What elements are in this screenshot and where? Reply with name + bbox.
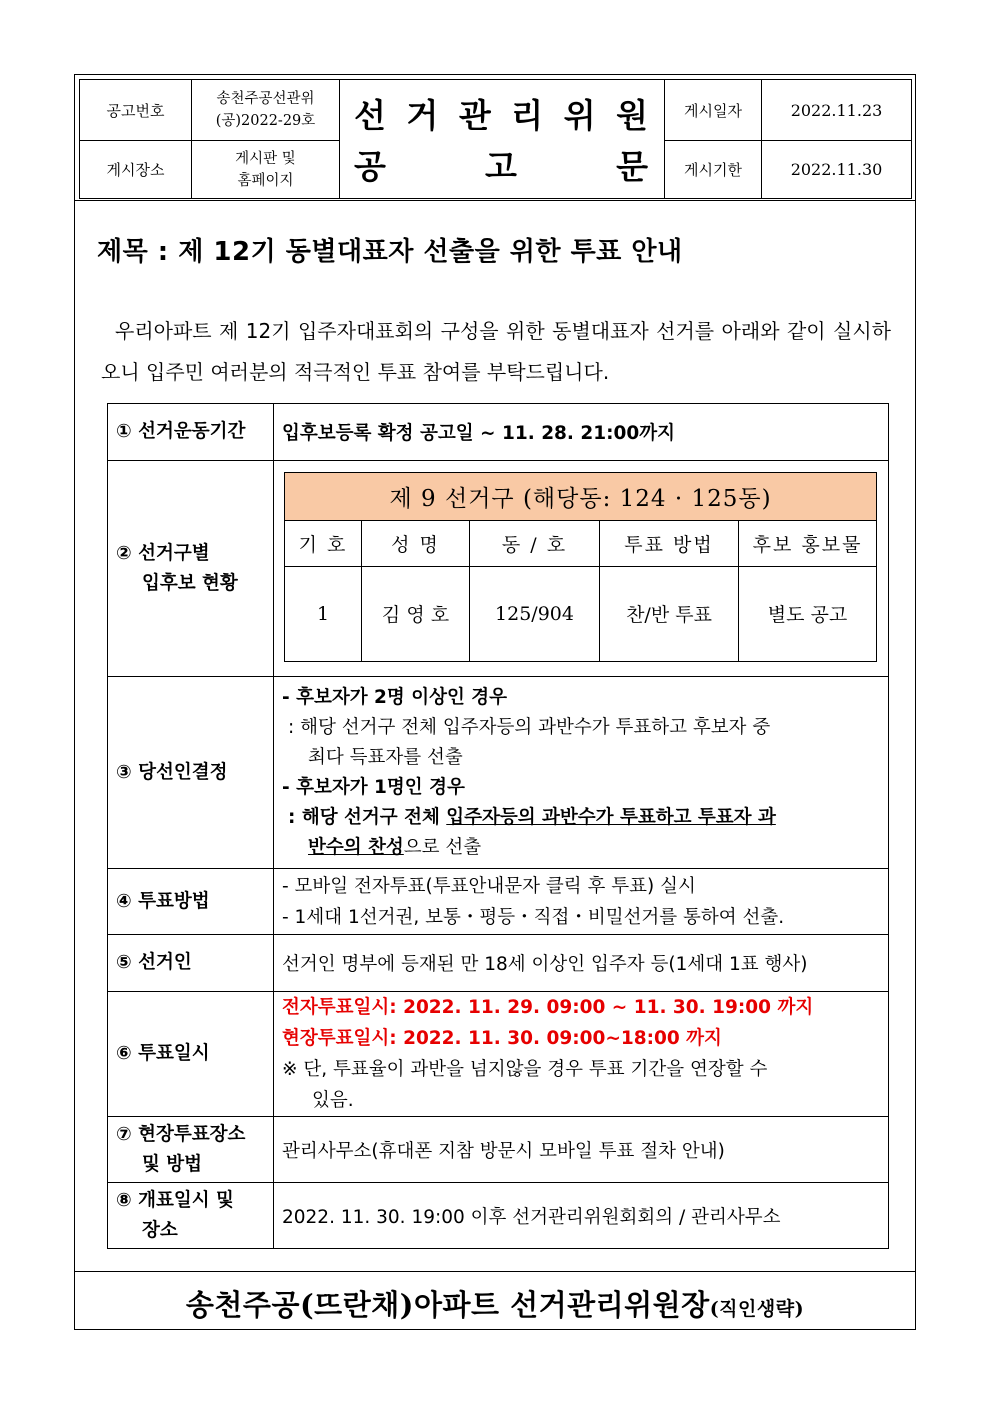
notice-number-label: 공고번호 <box>80 80 192 141</box>
notice-number <box>192 80 340 141</box>
candidate-header-row <box>285 520 877 566</box>
title-line1 <box>354 90 650 137</box>
counting-label-line2: 장소 <box>142 1219 178 1241</box>
schedule-note-line1: ※ 단, 투표율이 과반을 넘지않을 경우 투표 기간을 연장할 수 <box>282 1059 768 1080</box>
footer-issuer: 송천주공(뜨란채)아파트 선거관리위원장 <box>185 1288 710 1322</box>
post-deadline-label: 게시기한 <box>665 141 762 199</box>
notice-number-line2: (공)2022-29호 <box>215 113 316 129</box>
onsite-place-label-line1: ⑦ 현장투표장소 <box>116 1123 246 1145</box>
district-title: 제 9 선거구 (해당동: 124 · 125동) <box>285 472 877 520</box>
footer-divider <box>75 1271 915 1272</box>
column-header: 기 호 <box>285 520 362 566</box>
candidate-table <box>284 472 877 662</box>
title-line2 <box>354 141 650 188</box>
table-row <box>108 677 889 869</box>
candidate-number: 1 <box>285 566 362 661</box>
post-date: 2022.11.23 <box>762 80 912 141</box>
title-char: 원 <box>616 96 650 135</box>
decision-case1-text2: 최다 득표자를 선출 <box>308 746 463 768</box>
campaign-period-value: 입후보등록 확정 공고일 ~ 11. 28. 21:00까지 <box>274 404 889 461</box>
election-info-table <box>107 403 889 1249</box>
post-place-line2: 홈페이지 <box>237 172 294 189</box>
table-row <box>108 992 889 1117</box>
decision-case1-text1: : 해당 선거구 전체 입주자등의 과반수가 투표하고 후보자 중 <box>288 716 771 738</box>
winner-decision-value <box>274 677 889 869</box>
title-char: 리 <box>511 96 546 135</box>
header-divider <box>75 200 915 201</box>
vote-schedule-value <box>274 992 889 1117</box>
decision-case2-text2 <box>282 833 880 863</box>
table-row <box>108 1183 889 1249</box>
column-header: 후보 홍보물 <box>739 520 877 566</box>
seal-omitted: (직인생략) <box>709 1298 805 1320</box>
intro-paragraph <box>101 311 891 393</box>
table-row <box>108 935 889 992</box>
decision-case2-underlined2: 반수의 찬성 <box>308 836 404 858</box>
title-char: 거 <box>406 96 441 135</box>
post-place-line1: 게시판 및 <box>235 150 296 167</box>
post-deadline: 2022.11.30 <box>762 141 912 199</box>
vote-method-label: ④ 투표방법 <box>108 869 274 935</box>
vote-method-value <box>274 869 889 935</box>
decision-case2-underlined1: 입주자등의 과반수가 투표하고 투표자 과 <box>446 806 776 828</box>
onsite-place-value: 관리사무소(휴대폰 지참 방문시 모바일 투표 절차 안내) <box>274 1117 889 1183</box>
candidates-label-line1: ② 선거구별 <box>116 542 210 564</box>
voters-label: ⑤ 선거인 <box>108 935 274 992</box>
schedule-note-line2: 있음. <box>312 1090 354 1111</box>
table-row <box>108 869 889 935</box>
campaign-period-label: ① 선거운동기간 <box>108 404 274 461</box>
candidate-row <box>285 566 877 661</box>
candidate-name: 김 영 호 <box>362 566 470 661</box>
candidate-unit: 125/904 <box>470 566 600 661</box>
title-char: 고 <box>485 147 519 186</box>
notice-number-line1: 송천주공선관위 <box>216 91 315 107</box>
footer-signature <box>75 1283 915 1324</box>
table-row <box>108 404 889 461</box>
vote-method-line1: - 모바일 전자투표(투표안내문자 클릭 후 투표) 실시 <box>282 875 696 897</box>
decision-case1-title: - 후보자가 2명 이상인 경우 <box>282 686 508 708</box>
post-place <box>192 141 340 199</box>
onsite-place-label <box>108 1117 274 1183</box>
counting-label-line1: ⑧ 개표일시 및 <box>116 1189 234 1211</box>
header-table <box>79 79 912 199</box>
title-char: 선 <box>354 96 388 135</box>
post-place-label: 게시장소 <box>80 141 192 199</box>
title-char: 공 <box>354 147 388 186</box>
notice-subject: 제목 : 제 12기 동별대표자 선출을 위한 투표 안내 <box>97 237 683 267</box>
column-header: 성 명 <box>362 520 470 566</box>
candidate-vote-method: 찬/반 투표 <box>600 566 739 661</box>
column-header: 동 / 호 <box>470 520 600 566</box>
winner-decision-label: ③ 당선인결정 <box>108 677 274 869</box>
candidates-label-line2: 입후보 현황 <box>142 572 238 594</box>
column-header: 투표 방법 <box>600 520 739 566</box>
counting-label <box>108 1183 274 1249</box>
table-row <box>108 461 889 677</box>
intro-text: 우리아파트 제 12기 입주자대표회의 구성을 위한 동별대표자 선거를 아래와 같이 실시하오니 입주민 여러분의 적극적인 투표 참여를 부탁드립니다. <box>101 319 891 384</box>
decision-case2-suffix: 으로 선출 <box>403 836 482 858</box>
candidate-promo: 별도 공고 <box>739 566 877 661</box>
vote-schedule-label: ⑥ 투표일시 <box>108 992 274 1117</box>
title-char: 위 <box>563 96 598 135</box>
notice-title <box>340 80 665 199</box>
table-row <box>108 1117 889 1183</box>
counting-value: 2022. 11. 30. 19:00 이후 선거관리위원회회의 / 관리사무소 <box>274 1183 889 1249</box>
onsite-vote-time: 현장투표일시: 2022. 11. 30. 09:00~18:00 까지 <box>282 1028 722 1049</box>
decision-case2-text1 <box>282 803 880 833</box>
decision-case2-title: - 후보자가 1명인 경우 <box>282 776 465 798</box>
onsite-place-label-line2: 및 방법 <box>142 1153 203 1175</box>
post-date-label: 게시일자 <box>665 80 762 141</box>
candidates-cell <box>274 461 889 677</box>
electronic-vote-time: 전자투표일시: 2022. 11. 29. 09:00 ~ 11. 30. 19:00 까지 <box>282 997 814 1018</box>
voters-value: 선거인 명부에 등재된 만 18세 이상인 입주자 등(1세대 1표 행사) <box>274 935 889 992</box>
title-char: 문 <box>616 147 650 186</box>
title-char: 관 <box>458 96 493 135</box>
candidates-label <box>108 461 274 677</box>
notice-frame <box>74 74 916 1330</box>
vote-method-line2: - 1세대 1선거권, 보통・평등・직접・비밀선거를 통하여 선출. <box>282 906 785 928</box>
decision-case2-prefix: : 해당 선거구 전체 <box>288 806 447 828</box>
